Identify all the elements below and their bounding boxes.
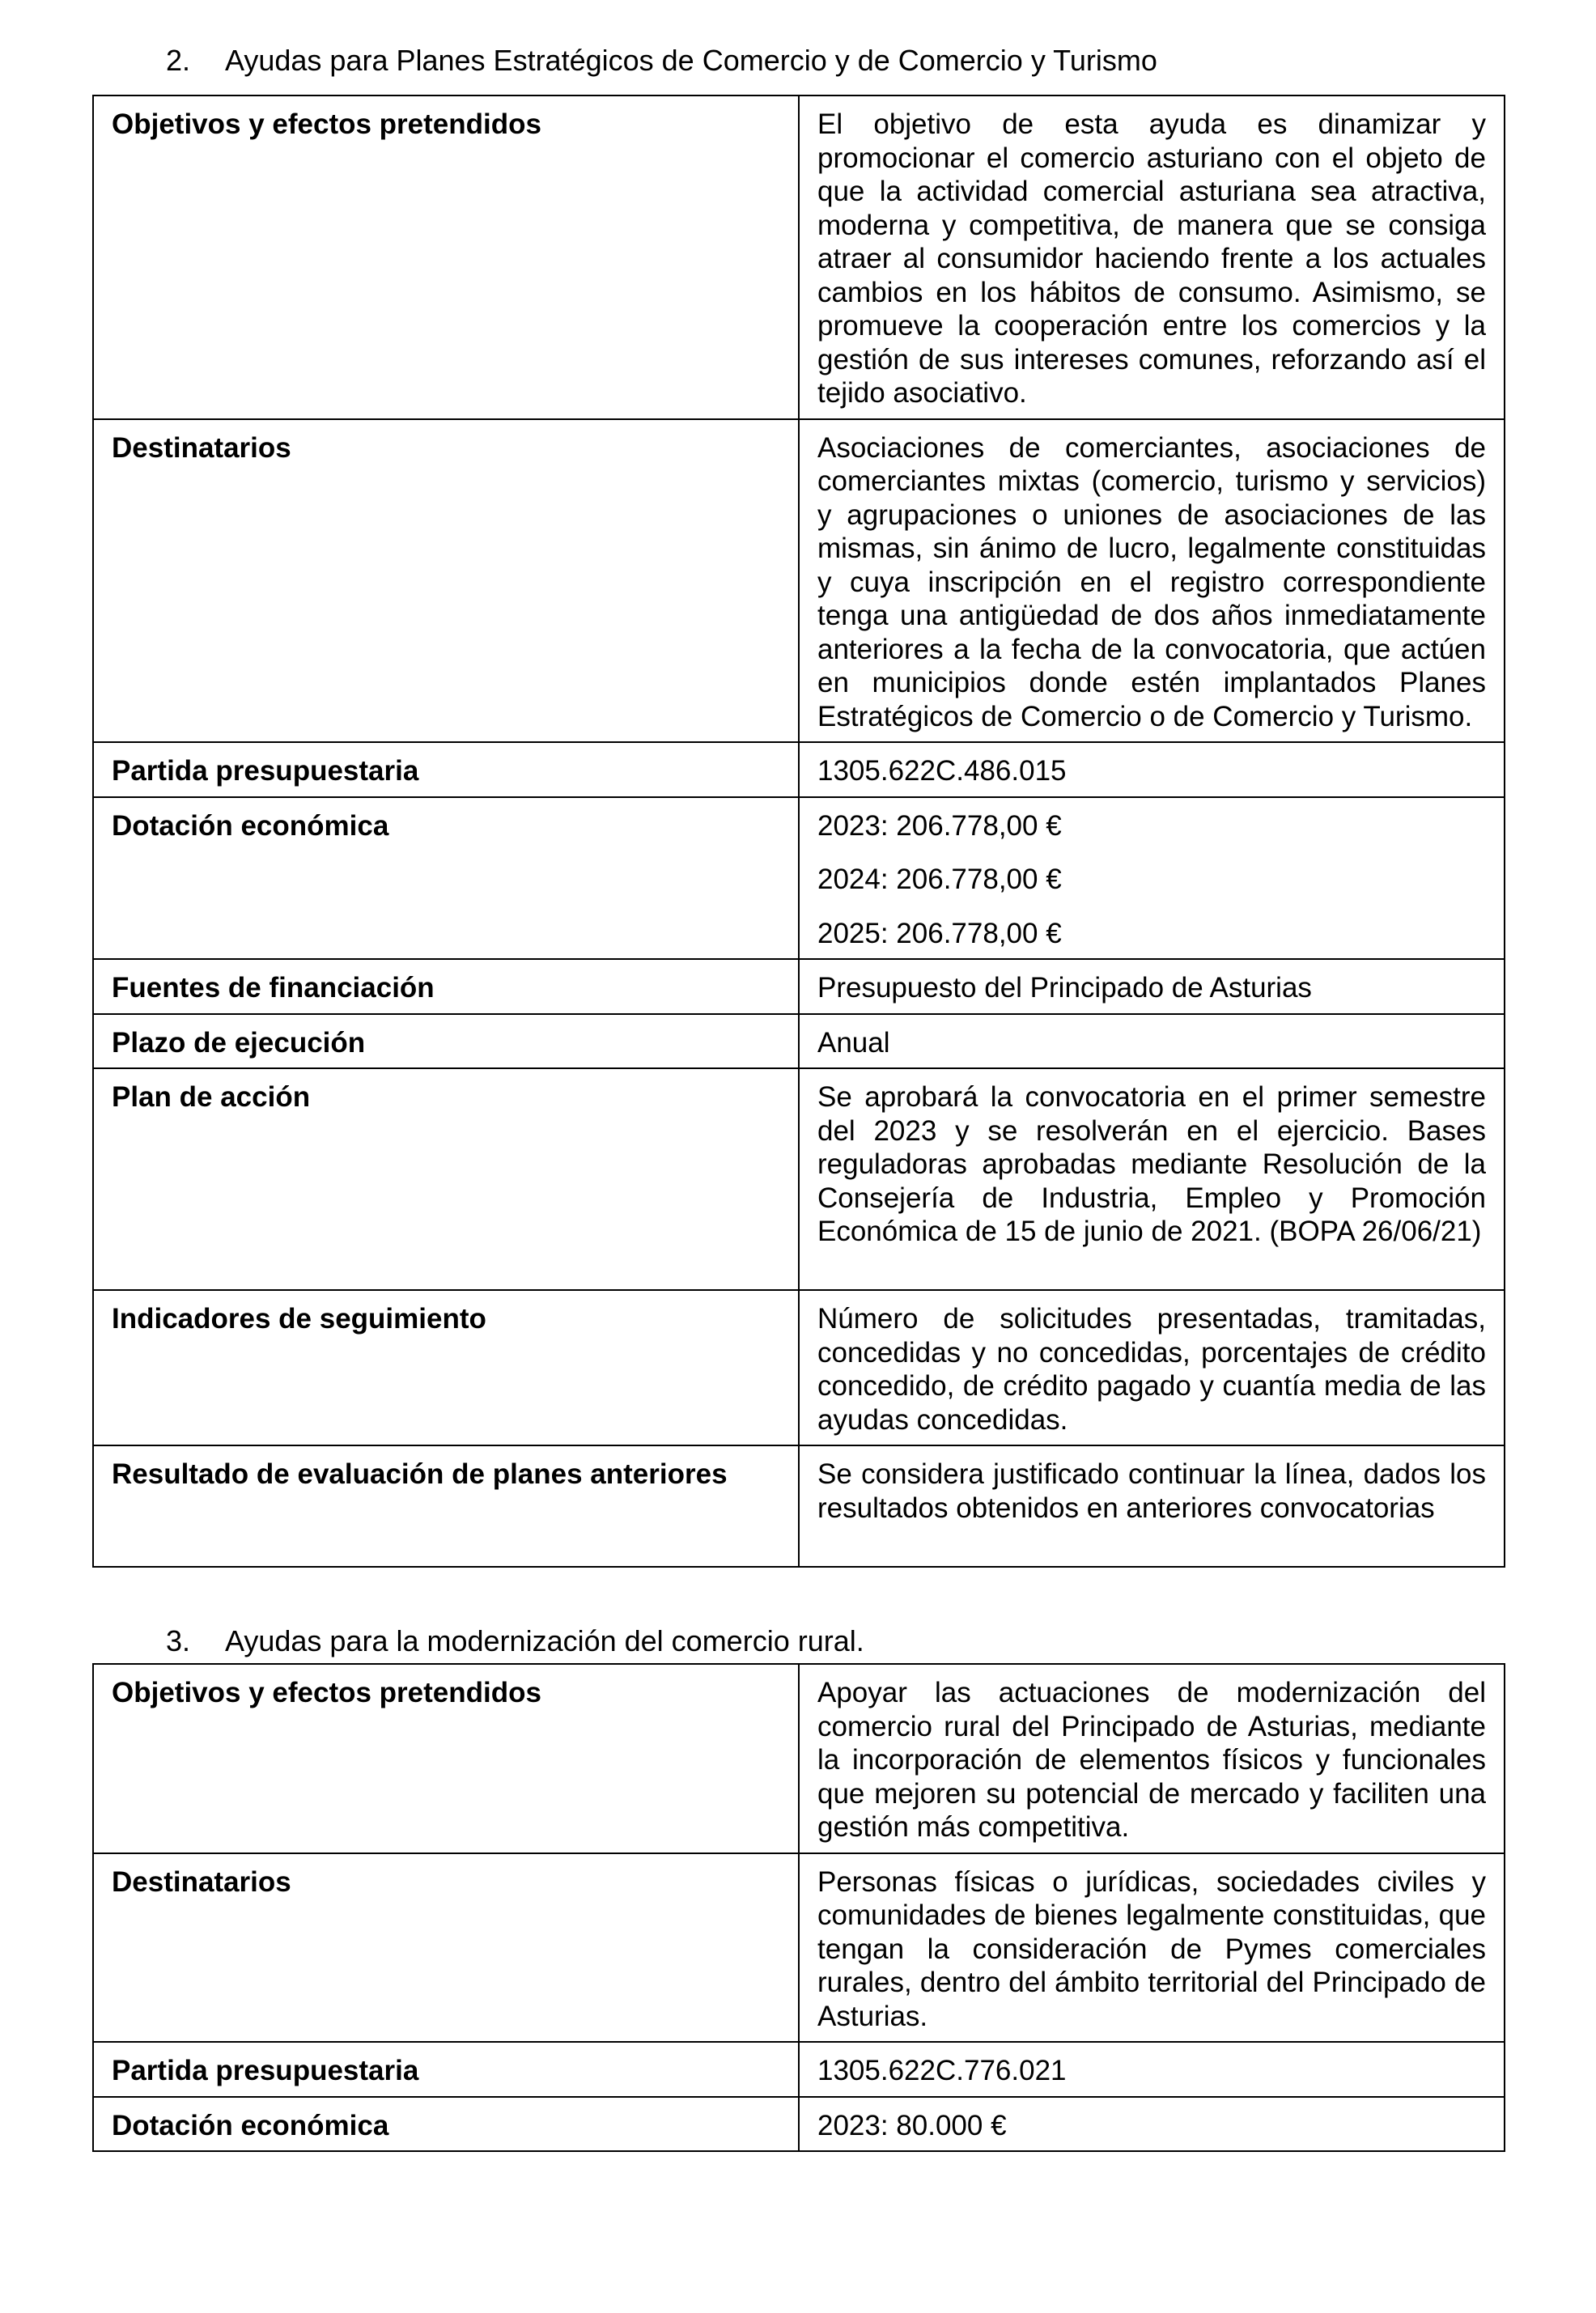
value-line: Presupuesto del Principado de Asturias (817, 972, 1312, 1004)
row-label: Dotación económica (93, 2097, 799, 2152)
table-row (93, 1664, 1505, 1853)
value-line: El objetivo de esta ayuda es dinamizar y promocionar el comercio asturiano con el objeto de que la actividad comercial asturiana sea atractiva, moderna y competitiva, de manera que se consiga atraer al consumidor haciendo frente a los actuales cambios en los hábitos de consumo. Asimismo, se promueve la cooperación entre los comercios y la gestión de sus intereses comunes, reforzando así el tejido asociativo. (817, 108, 1486, 409)
table-row (93, 1445, 1505, 1567)
row-value (799, 2097, 1505, 2152)
row-value (799, 1853, 1505, 2043)
value-line: 1305.622C.776.021 (817, 2055, 1067, 2086)
row-value (799, 1068, 1505, 1290)
row-value (799, 1664, 1505, 1853)
table-row (93, 797, 1505, 960)
table-row (93, 2042, 1505, 2097)
table-row (93, 95, 1505, 419)
row-label: Plazo de ejecución (93, 1014, 799, 1069)
row-label: Partida presupuestaria (93, 2042, 799, 2097)
value-line: Apoyar las actuaciones de modernización del comercio rural del Principado de Asturias, mediante la incorporación de elementos físicos y funcionales que mejoren su potencial de mercado y faciliten una gestión más competitiva. (817, 1677, 1486, 1843)
section-title: Ayudas para la modernización del comercio rural. (225, 1624, 864, 1657)
row-label: Objetivos y efectos pretendidos (93, 95, 799, 419)
row-value (799, 95, 1505, 419)
value-line: Número de solicitudes presentadas, tramitadas, concedidas y no concedidas, porcentajes de crédito concedido, de crédito pagado y cuantía media de las ayudas concedidas. (817, 1303, 1486, 1436)
row-value (799, 742, 1505, 797)
section-heading (166, 44, 1157, 78)
section-title: Ayudas para Planes Estratégicos de Comercio y de Comercio y Turismo (225, 44, 1157, 77)
section-2-table (92, 95, 1505, 1568)
table-row (93, 742, 1505, 797)
row-value (799, 1014, 1505, 1069)
row-value (799, 959, 1505, 1014)
value-line: Se aprobará la convocatoria en el primer semestre del 2023 y se resolverán en el ejercicio. Bases reguladoras aprobadas mediante Resolución de la Consejería de Industria, Empleo y Promoción Económica de 15 de junio de 2021. (BOPA 26/06/21) (817, 1081, 1486, 1247)
row-value (799, 797, 1505, 960)
value-line: 2024: 206.778,00 € (817, 864, 1062, 895)
value-line: 2023: 206.778,00 € (817, 809, 1062, 842)
table-row (93, 959, 1505, 1014)
table-row (93, 1014, 1505, 1069)
value-line: Asociaciones de comerciantes, asociaciones de comerciantes mixtas (comercio, turismo y servicios) y agrupaciones o uniones de asociaciones de las mismas, sin ánimo de lucro, legalmente constituidas y cuya inscripción en el registro correspondiente tenga una antigüedad de dos años inmediatamente anteriores a la fecha de la convocatoria, que actúen en municipios donde estén implantados Planes Estratégicos de Comercio o de Comercio y Turismo. (817, 431, 1486, 732)
value-line: 2025: 206.778,00 € (817, 917, 1062, 949)
value-line: 2023: 80.000 € (817, 2109, 1007, 2141)
table-row (93, 2097, 1505, 2152)
section-heading (166, 1624, 864, 1658)
row-label: Objetivos y efectos pretendidos (93, 1664, 799, 1853)
value-line: Se considera justificado continuar la línea, dados los resultados obtenidos en anteriores convocatorias (817, 1458, 1486, 1524)
section-3-table (92, 1663, 1505, 2152)
table-row (93, 1068, 1505, 1290)
value-line: Anual (817, 1026, 890, 1059)
row-label: Resultado de evaluación de planes anteriores (93, 1445, 799, 1567)
row-value (799, 2042, 1505, 2097)
row-label: Dotación económica (93, 797, 799, 960)
value-line: 1305.622C.486.015 (817, 755, 1067, 787)
row-label: Indicadores de seguimiento (93, 1290, 799, 1445)
row-label: Plan de acción (93, 1068, 799, 1290)
row-value (799, 1445, 1505, 1567)
section-number: 3. (166, 1624, 191, 1657)
row-label: Partida presupuestaria (93, 742, 799, 797)
table-row (93, 1290, 1505, 1445)
table-row (93, 1853, 1505, 2043)
row-label: Destinatarios (93, 419, 799, 743)
row-value (799, 419, 1505, 743)
value-line: Personas físicas o jurídicas, sociedades civiles y comunidades de bienes legalmente constituidas, que tengan la consideración de Pymes comerciales rurales, dentro del ámbito territorial del Principado de Asturias. (817, 1865, 1486, 2032)
row-label: Destinatarios (93, 1853, 799, 2043)
section-number: 2. (166, 44, 191, 77)
row-label: Fuentes de financiación (93, 959, 799, 1014)
table-row (93, 419, 1505, 743)
row-value (799, 1290, 1505, 1445)
